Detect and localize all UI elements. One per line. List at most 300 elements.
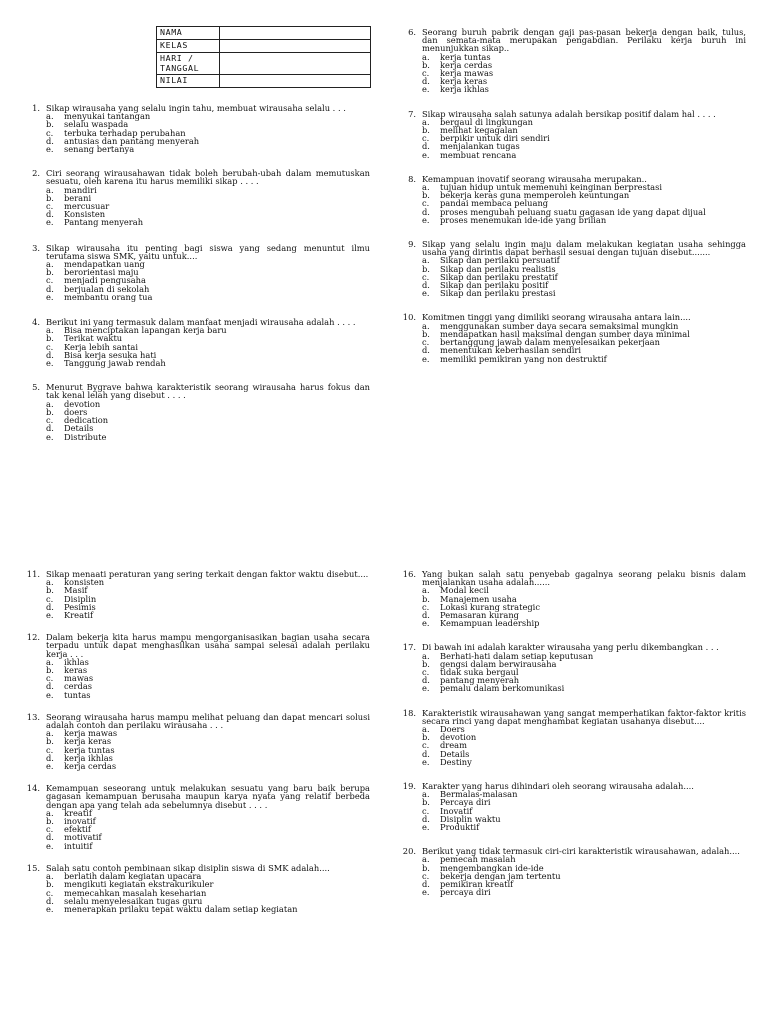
question-text: Sikap menaati peraturan yang sering terkait dengan faktor waktu disebut....	[46, 569, 369, 579]
option-text: Pemasaran kurang	[440, 610, 519, 621]
answer-options	[422, 790, 746, 831]
answer-option[interactable]	[46, 603, 370, 611]
option-text: kerja cerdas	[64, 761, 117, 772]
question-7	[396, 110, 746, 159]
option-text: dedication	[64, 415, 109, 426]
answer-options	[46, 400, 370, 441]
option-text: kerja tuntas	[440, 51, 491, 62]
option-text: Sikap dan perilaku positif	[440, 280, 549, 291]
question-number: 9.	[408, 239, 416, 250]
answer-option[interactable]	[46, 658, 370, 666]
option-letter: c.	[422, 337, 430, 348]
option-text: Bermalas-malasan	[440, 789, 518, 800]
question-number: 1.	[32, 103, 40, 113]
option-text: mercusuar	[64, 201, 110, 212]
question-number: 18.	[402, 707, 416, 718]
name-field[interactable]	[220, 27, 371, 40]
answer-option[interactable]	[46, 145, 370, 153]
option-letter: c.	[422, 740, 430, 751]
option-letter: d.	[422, 610, 430, 621]
option-text: bertanggung jawab dalam menyelesaikan pekerjaan	[440, 337, 660, 348]
option-text: berpikir untuk diri sendiri	[440, 133, 550, 144]
answer-option[interactable]	[422, 85, 746, 93]
question-number: 20.	[402, 846, 416, 857]
question-number: 4.	[32, 317, 40, 328]
answer-option[interactable]	[422, 355, 746, 363]
class-field[interactable]	[220, 40, 371, 53]
answer-options	[46, 809, 370, 850]
option-text: kerja tuntas	[64, 744, 115, 755]
answer-option[interactable]	[46, 293, 370, 301]
option-text: mawas	[64, 673, 94, 684]
question-number: 12.	[26, 632, 40, 643]
answer-option[interactable]	[46, 817, 370, 825]
option-letter: e.	[422, 84, 430, 95]
option-letter: a.	[422, 320, 430, 331]
option-text: menentukan keberhasilan sendiri	[440, 345, 582, 356]
answer-options	[46, 729, 370, 770]
option-text: devotion	[440, 732, 477, 743]
answer-options	[422, 118, 746, 159]
answer-options	[46, 260, 370, 301]
answer-option[interactable]	[46, 833, 370, 841]
option-letter: b.	[422, 328, 430, 339]
question-number: 15.	[26, 862, 40, 873]
answer-options	[46, 872, 370, 913]
option-text: tidak suka bergaul	[440, 667, 519, 678]
question-number: 19.	[402, 781, 416, 792]
option-text: Pantang menyerah	[64, 217, 144, 228]
option-text: pemikiran kreatif	[440, 879, 514, 890]
option-letter: c.	[46, 593, 54, 604]
option-letter: c.	[46, 341, 54, 352]
option-letter: d.	[46, 681, 54, 692]
class-label: KELAS	[157, 40, 220, 53]
option-text: senang bertanya	[64, 144, 135, 155]
option-letter: e.	[422, 149, 430, 160]
option-letter: a.	[46, 577, 54, 588]
option-text: berani	[64, 192, 92, 203]
question-text: Kemampuan seseorang untuk melakukan sesuatu yang baru baik berupa gagasan kemampuan berusaha maupun karya nyata yang relatif berbeda dengan apa yang telah ada sebelumnya disebut . . . .	[46, 783, 370, 810]
questions-column-top-right	[396, 28, 746, 363]
option-text: proses mengubah peluang suatu gagasan ide yang dapat dijual	[440, 206, 706, 217]
option-text: tuntas	[64, 689, 91, 700]
answer-option[interactable]	[46, 186, 370, 194]
option-text: Berhati-hati dalam setiap keputusan	[440, 650, 594, 661]
answer-option[interactable]	[46, 611, 370, 619]
question-text: Dalam bekerja kita harus mampu mengorganisasikan bagian usaha secara terpadu untuk dapat menghasilkan usaha sampai selesai adalah perilaku kerja . . .	[46, 632, 370, 659]
answer-options	[46, 326, 370, 367]
option-letter: b.	[422, 125, 430, 136]
option-letter: c.	[422, 133, 430, 144]
option-text: memiliki pemikiran yang non destruktif	[440, 353, 607, 364]
option-letter: a.	[422, 51, 430, 62]
option-letter: a.	[46, 325, 54, 336]
option-text: intuitif	[64, 840, 93, 851]
option-text: Bisa kerja sesuka hati	[64, 349, 157, 360]
option-letter: a.	[422, 724, 430, 735]
option-text: menjalankan tugas	[440, 141, 520, 152]
answer-options	[46, 658, 370, 699]
option-letter: c.	[46, 201, 54, 212]
option-text: selalu menyelesaikan tugas guru	[64, 895, 203, 906]
option-text: Sikap dan perilaku persuatif	[440, 255, 560, 266]
option-text: antusias dan pantang menyerah	[64, 135, 200, 146]
option-letter: d.	[422, 280, 430, 291]
question-number: 5.	[32, 382, 40, 393]
question-20	[396, 847, 746, 896]
option-letter: c.	[422, 870, 430, 881]
option-letter: e.	[422, 683, 430, 694]
question-4	[20, 318, 370, 367]
option-letter: c.	[46, 744, 54, 755]
option-text: devotion	[64, 398, 101, 409]
questions-column-top-left	[20, 104, 370, 441]
option-letter: a.	[422, 854, 430, 865]
option-text: berlatih dalam kegiatan upacara	[64, 871, 202, 882]
option-letter: e.	[46, 358, 54, 369]
answer-option[interactable]	[46, 674, 370, 682]
option-text: kerja ikhlas	[64, 752, 113, 763]
option-text: Lokasi kurang strategic	[440, 601, 540, 612]
question-12	[20, 633, 370, 699]
option-letter: b.	[46, 119, 54, 130]
option-text: Percaya diri	[440, 797, 491, 808]
question-text: Seorang wirausaha harus mampu melihat peluang dan dapat mencari solusi adalah contoh dan perilaku wirausaha . . .	[46, 711, 370, 731]
question-number: 2.	[32, 168, 40, 179]
date-field[interactable]	[220, 53, 371, 75]
question-19	[396, 782, 746, 831]
option-text: pandai membaca peluang	[440, 198, 549, 209]
option-text: Disiplin waktu	[440, 813, 501, 824]
answer-options	[422, 855, 746, 896]
option-text: kerja mawas	[440, 68, 494, 79]
answer-option[interactable]	[422, 216, 746, 224]
answer-option[interactable]	[46, 433, 370, 441]
question-text: Sikap wirausaha salah satunya adalah bersikap positif dalam hal . . . .	[422, 108, 716, 119]
answer-options	[46, 186, 370, 227]
answer-option[interactable]	[422, 151, 746, 159]
answer-options	[422, 256, 746, 297]
option-letter: e.	[46, 431, 54, 442]
option-letter: d.	[422, 879, 430, 890]
question-text: Seorang buruh pabrik dengan gaji pas-pasan bekerja dengan baik, tulus, dan semata-mata merupakan pengabdian. Perilaku kerja buruh ini menunjukkan sikap..	[422, 27, 746, 54]
option-letter: d.	[46, 283, 54, 294]
option-letter: e.	[422, 618, 430, 629]
student-identity-table	[156, 26, 371, 88]
option-text: Disiplin	[64, 593, 97, 604]
option-text: Manajemen usaha	[440, 593, 517, 604]
option-letter: b.	[46, 665, 54, 676]
option-letter: a.	[46, 728, 54, 739]
option-text: konsisten	[64, 577, 105, 588]
option-text: Kreatif	[64, 610, 94, 621]
question-5	[20, 383, 370, 440]
question-13	[20, 713, 370, 770]
question-16	[396, 570, 746, 627]
option-letter: a.	[422, 789, 430, 800]
question-text: Kemampuan inovatif seorang wirausaha merupakan..	[422, 173, 647, 184]
option-text: berorientasi maju	[64, 267, 139, 278]
option-text: terbuka terhadap perubahan	[64, 127, 186, 138]
answer-option[interactable]	[46, 762, 370, 770]
option-text: pantang menyerah	[440, 675, 520, 686]
option-text: kerja cerdas	[440, 59, 493, 70]
question-2	[20, 169, 370, 226]
option-letter: e.	[46, 840, 54, 851]
answer-option[interactable]	[422, 741, 746, 749]
answer-option[interactable]	[422, 289, 746, 297]
question-text: Komitmen tinggi yang dimiliki seorang wirausaha antara lain....	[422, 312, 691, 323]
option-letter: e.	[422, 887, 430, 898]
option-text: menyukai tantangan	[64, 111, 151, 122]
option-text: Details	[64, 423, 94, 434]
option-letter: a.	[46, 398, 54, 409]
answer-option[interactable]	[46, 905, 370, 913]
option-text: mendapatkan hasil maksimal dengan sumber daya minimal	[440, 328, 690, 339]
name-label: NAMA	[157, 27, 220, 40]
question-number: 16.	[402, 569, 416, 579]
option-letter: c.	[422, 271, 430, 282]
option-letter: c.	[46, 824, 54, 835]
option-letter: b.	[422, 593, 430, 604]
answer-options	[46, 578, 370, 619]
question-number: 3.	[32, 242, 40, 253]
answer-option[interactable]	[46, 691, 370, 699]
option-text: pemecah masalah	[440, 854, 516, 865]
option-letter: d.	[422, 141, 430, 152]
option-letter: d.	[46, 423, 54, 434]
option-letter: e.	[46, 291, 54, 302]
option-text: Details	[440, 748, 470, 759]
option-letter: a.	[46, 184, 54, 195]
option-text: Bisa menciptakan lapangan kerja baru	[64, 325, 227, 336]
option-letter: b.	[46, 192, 54, 203]
option-letter: d.	[46, 895, 54, 906]
option-text: Distribute	[64, 431, 107, 442]
option-letter: d.	[46, 209, 54, 220]
question-6	[396, 28, 746, 94]
answer-option[interactable]	[46, 578, 370, 586]
option-text: doers	[64, 406, 88, 417]
option-letter: c.	[46, 127, 54, 138]
option-text: mendapatkan uang	[64, 259, 145, 270]
option-text: keras	[64, 665, 88, 676]
answer-options	[422, 652, 746, 693]
option-text: tujuan hidup untuk memenuhi keinginan berprestasi	[440, 182, 663, 193]
question-text: Berikut yang tidak termasuk ciri-ciri karakteristik wirausahawan, adalah....	[422, 846, 740, 857]
option-letter: d.	[46, 752, 54, 763]
option-text: pemalu dalam berkomunikasi	[440, 683, 565, 694]
option-letter: a.	[46, 871, 54, 882]
option-text: mengembangkan ide-ide	[440, 862, 544, 873]
option-letter: d.	[422, 345, 430, 356]
answer-option[interactable]	[46, 400, 370, 408]
option-letter: e.	[422, 353, 430, 364]
option-text: Produktif	[440, 822, 480, 833]
option-letter: a.	[422, 585, 430, 596]
option-letter: d.	[46, 349, 54, 360]
answer-option[interactable]	[46, 682, 370, 690]
option-letter: e.	[46, 689, 54, 700]
option-text: bekerja keras guna memperoleh keuntungan	[440, 190, 630, 201]
question-text: Sikap yang selalu ingin maju dalam melakukan kegiatan usaha sehingga usaha yang dirintis dapat berhasil sesuai dengan tujuan disebut.......	[422, 239, 746, 258]
question-number: 10.	[402, 312, 416, 323]
question-text: Di bawah ini adalah karakter wirausaha yang perlu dikembangkan . . .	[422, 642, 719, 653]
answer-options	[422, 183, 746, 224]
question-number: 6.	[408, 27, 416, 37]
option-text: Modal kecil	[440, 585, 489, 596]
option-letter: b.	[422, 190, 430, 201]
question-text: Menurut Bygrave bahwa karakteristik seorang wirausaha harus fokus dan tak kenal lelah yang disebut . . . .	[46, 382, 370, 401]
option-letter: e.	[422, 822, 430, 833]
option-letter: c.	[422, 805, 430, 816]
score-label: NILAI	[157, 75, 220, 88]
option-letter: a.	[422, 255, 430, 266]
questions-column-bottom-left	[20, 570, 370, 913]
answer-option[interactable]	[422, 733, 746, 741]
option-text: Inovatif	[440, 805, 473, 816]
question-text: Ciri seorang wirausahawan tidak boleh berubah-ubah dalam memutuskan sesuatu, oleh karena itu harus memiliki sikap . . . .	[46, 168, 370, 187]
option-letter: d.	[422, 748, 430, 759]
option-letter: b.	[422, 862, 430, 873]
option-text: Pesimis	[64, 601, 96, 612]
option-text: Tanggung jawab rendah	[64, 358, 166, 369]
option-text: kerja mawas	[64, 728, 118, 739]
option-letter: b.	[46, 267, 54, 278]
option-text: efektif	[64, 824, 91, 835]
question-text: Berikut ini yang termasuk dalam manfaat menjadi wirausaha adalah . . . .	[46, 317, 356, 328]
option-letter: d.	[422, 813, 430, 824]
question-18	[396, 709, 746, 766]
option-text: kerja keras	[64, 736, 112, 747]
question-9	[396, 240, 746, 297]
answer-option[interactable]	[422, 619, 746, 627]
answer-option[interactable]	[422, 758, 746, 766]
option-letter: b.	[422, 263, 430, 274]
question-text: Yang bukan salah satu penyebab gagalnya seorang pelaku bisnis dalam menjalankan usaha adalah......	[422, 569, 746, 588]
option-letter: d.	[422, 76, 430, 87]
question-number: 7.	[408, 108, 416, 119]
answer-option[interactable]	[46, 842, 370, 850]
option-text: Doers	[440, 724, 465, 735]
answer-option[interactable]	[422, 684, 746, 692]
option-letter: b.	[46, 585, 54, 596]
option-letter: e.	[422, 756, 430, 767]
option-text: gengsi dalam berwirausaha	[440, 658, 557, 669]
question-number: 14.	[26, 783, 40, 794]
answer-option[interactable]	[46, 359, 370, 367]
question-14	[20, 784, 370, 850]
option-letter: b.	[46, 333, 54, 344]
option-letter: e.	[46, 610, 54, 621]
option-letter: b.	[46, 736, 54, 747]
option-text: membantu orang tua	[64, 291, 153, 302]
answer-option[interactable]	[422, 888, 746, 896]
option-text: kerja ikhlas	[440, 84, 489, 95]
answer-options	[422, 586, 746, 627]
option-text: bergaul di lingkungan	[440, 116, 533, 127]
questions-column-bottom-right	[396, 570, 746, 897]
answer-option[interactable]	[46, 218, 370, 226]
option-letter: a.	[422, 116, 430, 127]
option-letter: c.	[46, 673, 54, 684]
option-letter: b.	[422, 797, 430, 808]
option-letter: b.	[422, 59, 430, 70]
option-text: Destiny	[440, 756, 472, 767]
option-text: kreatif	[64, 807, 92, 818]
option-letter: b.	[422, 732, 430, 743]
option-text: menerapkan prilaku tepat waktu dalam setiap kegiatan	[64, 903, 298, 914]
question-text: Sikap wirausaha itu penting bagi siswa yang sedang menuntut ilmu terutama siswa SMK, yaitu untuk....	[46, 242, 370, 261]
question-text: Sikap wirausaha yang selalu ingin tahu, membuat wirausaha selalu . . .	[46, 103, 346, 113]
option-letter: d.	[422, 206, 430, 217]
option-letter: b.	[46, 406, 54, 417]
date-label: HARI / TANGGAL	[157, 53, 220, 75]
option-text: inovatif	[64, 816, 96, 827]
option-letter: b.	[46, 816, 54, 827]
question-number: 17.	[402, 642, 416, 653]
question-10	[396, 313, 746, 362]
option-text: proses menemukan ide-ide yang brilian	[440, 214, 607, 225]
score-field[interactable]	[220, 75, 371, 88]
option-text: Terikat waktu	[64, 333, 123, 344]
option-text: Konsisten	[64, 209, 106, 220]
option-letter: a.	[46, 656, 54, 667]
option-text: cerdas	[64, 681, 93, 692]
option-letter: e.	[422, 214, 430, 225]
option-text: ikhlas	[64, 656, 89, 667]
option-letter: a.	[422, 182, 430, 193]
option-text: mandiri	[64, 184, 97, 195]
option-text: menggunakan sumber daya secara semaksimal mungkin	[440, 320, 679, 331]
answer-option[interactable]	[46, 416, 370, 424]
question-17	[396, 643, 746, 692]
question-number: 11.	[26, 569, 40, 579]
option-text: Sikap dan perilaku realistis	[440, 263, 556, 274]
option-letter: a.	[422, 650, 430, 661]
option-letter: b.	[46, 879, 54, 890]
option-letter: d.	[46, 832, 54, 843]
question-8	[396, 175, 746, 224]
option-text: berjualan di sekolah	[64, 283, 150, 294]
question-text: Salah satu contoh pembinaan sikap disiplin siswa di SMK adalah....	[46, 862, 330, 873]
option-letter: c.	[422, 68, 430, 79]
option-letter: c.	[422, 667, 430, 678]
question-text: Karakter yang harus dihindari oleh seorang wirausaha adalah....	[422, 781, 694, 792]
option-text: mengikuti kegiatan ekstrakurikuler	[64, 879, 214, 890]
option-letter: d.	[46, 135, 54, 146]
question-3	[20, 244, 370, 301]
question-number: 8.	[408, 173, 416, 184]
option-letter: c.	[46, 275, 54, 286]
option-letter: c.	[46, 415, 54, 426]
question-1	[20, 104, 370, 153]
option-text: dream	[440, 740, 468, 751]
question-15	[20, 864, 370, 913]
option-letter: a.	[46, 807, 54, 818]
option-text: memecahkan masalah keseharian	[64, 887, 207, 898]
answer-option[interactable]	[422, 823, 746, 831]
answer-options	[422, 53, 746, 94]
option-text: selalu waspada	[64, 119, 129, 130]
option-letter: e.	[422, 288, 430, 299]
option-letter: c.	[422, 198, 430, 209]
option-letter: c.	[422, 601, 430, 612]
option-letter: d.	[422, 675, 430, 686]
answer-option[interactable]	[46, 666, 370, 674]
option-letter: e.	[46, 217, 54, 228]
